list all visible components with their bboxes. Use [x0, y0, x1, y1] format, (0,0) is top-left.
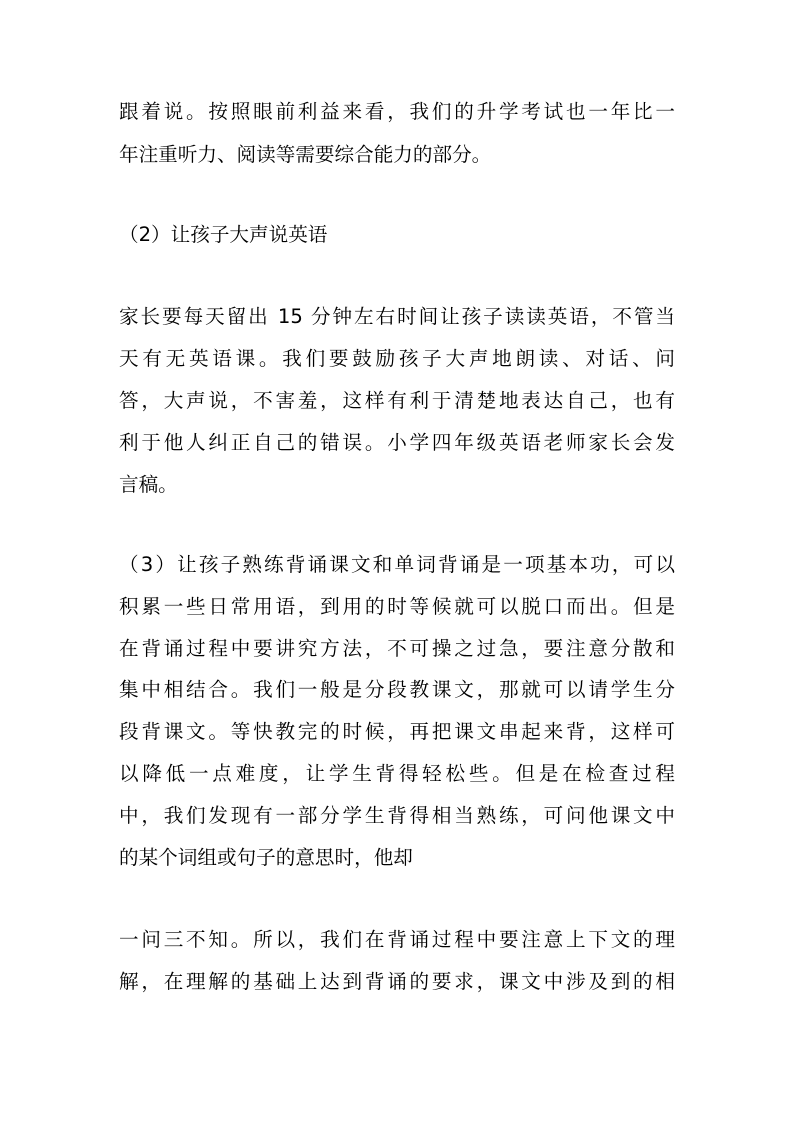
paragraph-2-line-2: 天有无英语课。我们要鼓励孩子大声地朗读、对话、问: [119, 347, 675, 370]
paragraph-3-line-8: 的某个词组或句子的意思时，他却: [119, 846, 413, 869]
paragraph-2-line-4: 利于他人纠正自己的错误。小学四年级英语老师家长会发: [119, 431, 675, 454]
paragraph-1-line-1: 跟着说。按照眼前利益来看，我们的升学考试也一年比一: [119, 100, 675, 123]
paragraph-2-line-3: 答，大声说，不害羞，这样有利于清楚地表达自己，也有: [119, 389, 675, 412]
paragraph-3-line-5: 段背课文。等快教完的时候，再把课文串起来背，这样可: [119, 720, 675, 743]
paragraph-3-line-3: 在背诵过程中要讲究方法，不可操之过急，要注意分散和: [119, 637, 675, 660]
section-heading-2: （2）让孩子大声说英语: [119, 223, 328, 246]
paragraph-2-line-5: 言稿。: [119, 473, 178, 496]
paragraph-3-line-2: 积累一些日常用语，到用的时等候就可以脱口而出。但是: [119, 595, 675, 618]
paragraph-4-line-1: 一问三不知。所以，我们在背诵过程中要注意上下文的理: [119, 928, 675, 951]
paragraph-3-line-7: 中，我们发现有一部分学生背得相当熟练，可问他课文中: [119, 804, 675, 827]
paragraph-3-line-4: 集中相结合。我们一般是分段教课文，那就可以请学生分: [119, 678, 675, 701]
paragraph-2-line-1: 家长要每天留出 15 分钟左右时间让孩子读读英语，不管当: [119, 305, 675, 328]
paragraph-4-line-2: 解，在理解的基础上达到背诵的要求，课文中涉及到的相: [119, 970, 675, 993]
paragraph-1-line-2: 年注重听力、阅读等需要综合能力的部分。: [119, 143, 492, 166]
paragraph-3-line-6: 以降低一点难度，让学生背得轻松些。但是在检查过程: [119, 762, 675, 785]
paragraph-3-line-1: （3）让孩子熟练背诵课文和单词背诵是一项基本功，可以: [119, 553, 675, 576]
